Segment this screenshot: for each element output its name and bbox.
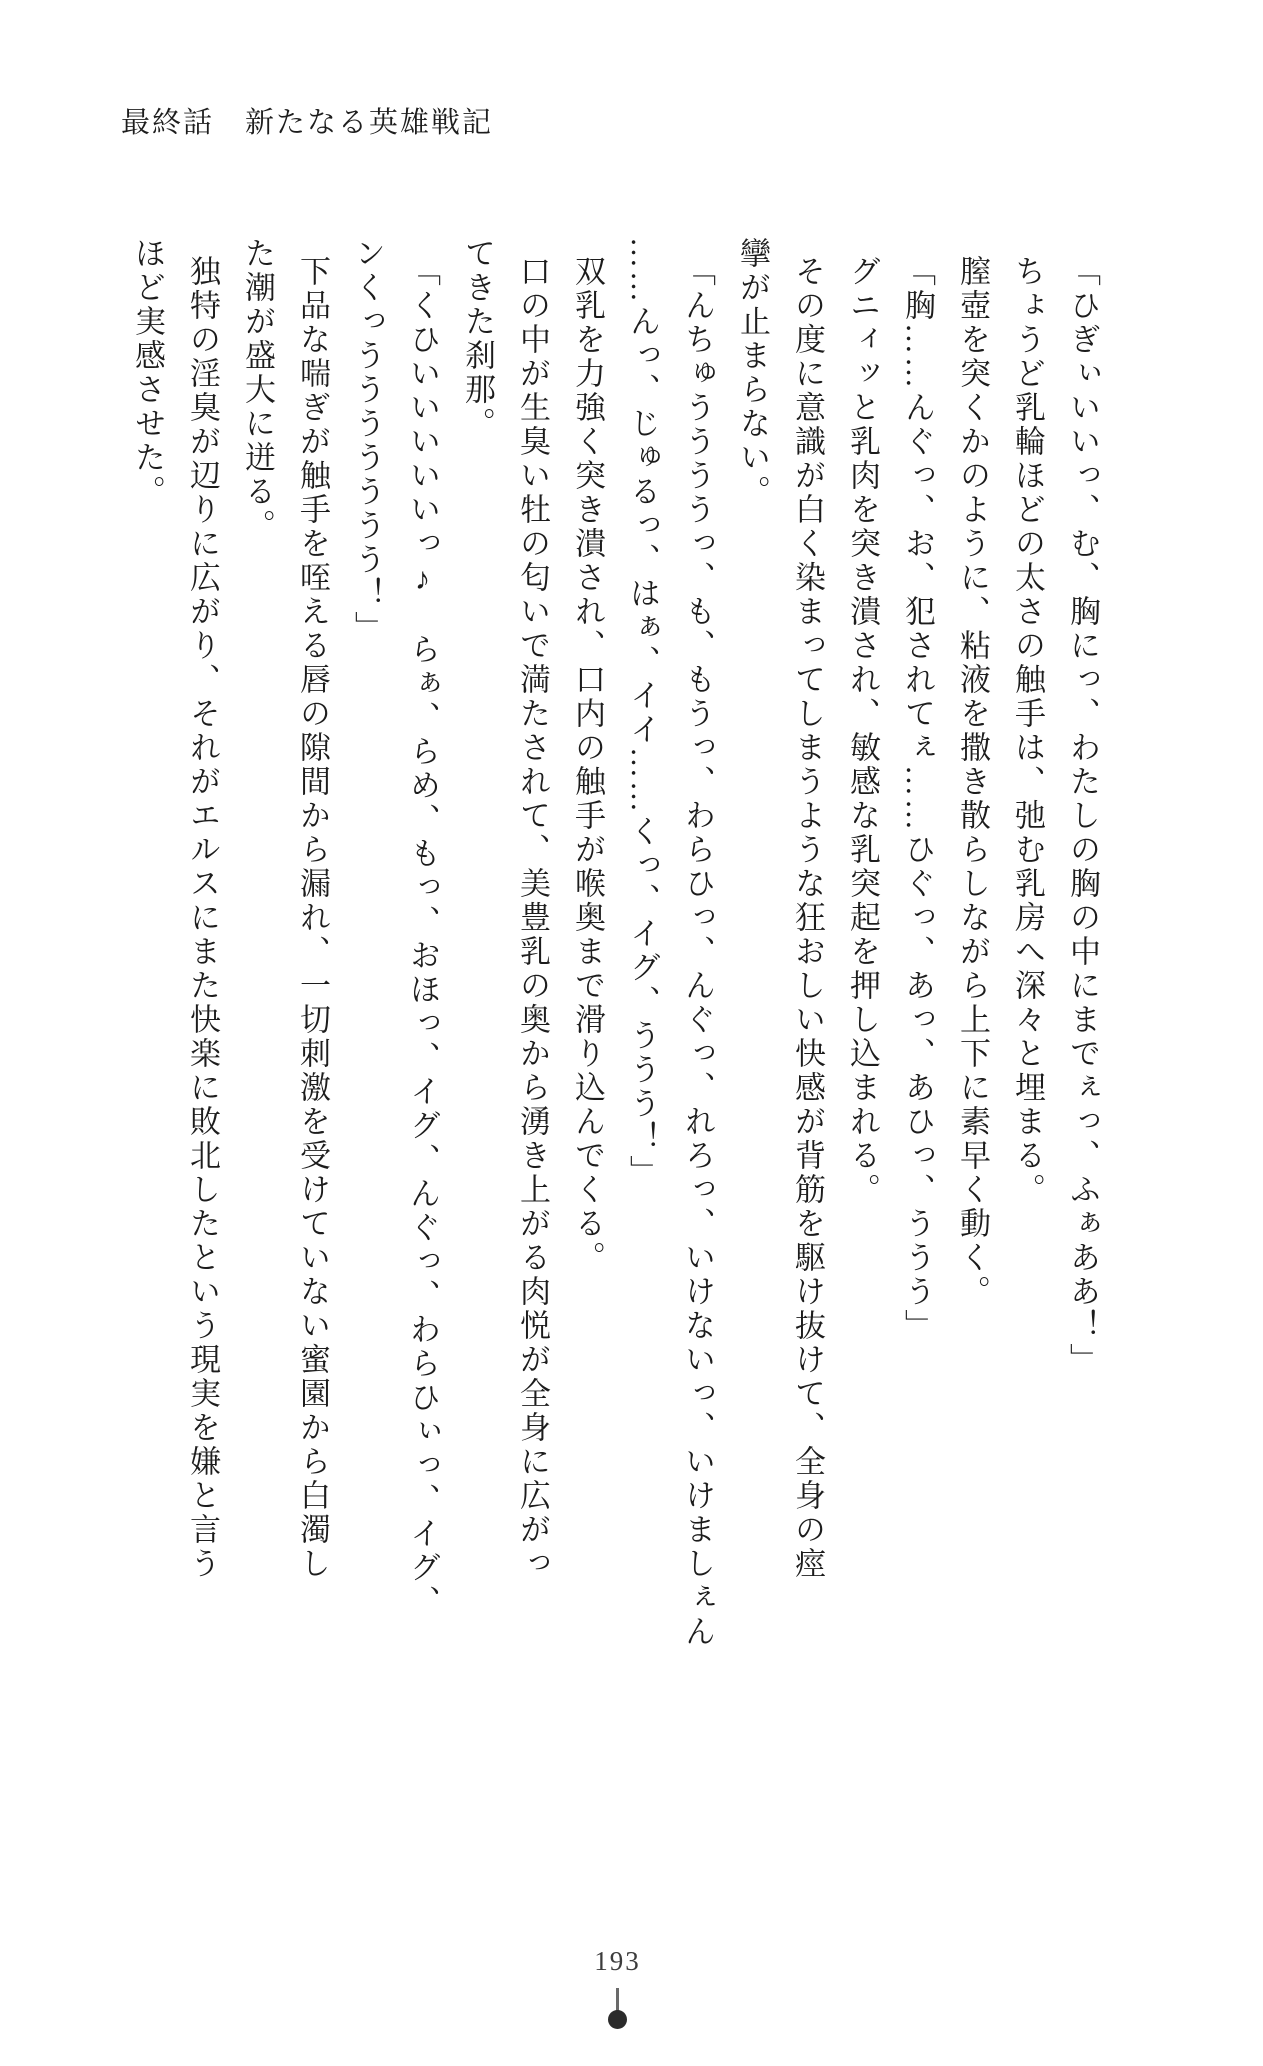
pin-ornament xyxy=(605,1988,631,2038)
pin-line-icon xyxy=(616,1988,619,2012)
text-line: 「くひいいいいいっ♪ らぁ、らめ、もっ、おほっ、イグ、んぐっ、わらひぃっ、イグ、 xyxy=(405,255,440,1619)
text-line: ちょうど乳輪ほどの太さの触手は、弛む乳房へ深々と埋まる。 xyxy=(1010,255,1045,1207)
text-line: 双乳を力強く突き潰され、口内の触手が喉奥まで滑り込んでくる。 xyxy=(570,255,605,1275)
text-line: 「ひぎぃいいっ、む、胸にっ、わたしの胸の中にまでぇっ、ふぁああ！」 xyxy=(1065,255,1100,1377)
body-text xyxy=(120,237,1110,1677)
chapter-title: 最終話 新たなる英雄戦記 xyxy=(121,107,494,139)
text-line: 独特の淫臭が辺りに広がり、それがエルスにまた快楽に敗北したという現実を嫌と言う xyxy=(185,255,220,1581)
text-line: 攣が止まらない。 xyxy=(735,237,770,509)
text-line: た潮が盛大に迸る。 xyxy=(240,237,275,543)
text-line: 下品な喘ぎが触手を咥える唇の隙間から漏れ、一切刺激を受けていない蜜園から白濁し xyxy=(295,255,330,1581)
text-line: ほど実感させた。 xyxy=(130,237,165,509)
text-line: その度に意識が白く染まってしまうような狂おしい快感が背筋を駆け抜けて、全身の痙 xyxy=(790,255,825,1581)
pin-dot-icon xyxy=(608,2010,627,2029)
text-line: 膣壺を突くかのように、粘液を撒き散らしながら上下に素早く動く。 xyxy=(955,255,990,1309)
text-line: 「胸……んぐっ、お、犯されてぇ……ひぐっ、あっ、あひっ、ううう」 xyxy=(900,255,935,1343)
text-line: ンくっううううううう！」 xyxy=(350,237,385,645)
text-line: てきた刹那。 xyxy=(460,237,495,441)
text-line: グニィッと乳肉を突き潰され、敏感な乳突起を押し込まれる。 xyxy=(845,255,880,1207)
text-line: ……んっ、じゅるっ、はぁ、イイ……くっ、イグ、ううう！」 xyxy=(625,237,660,1189)
text-line: 「んちゅううううっ、も、もうっ、わらひっ、んぐっ、れろっ、いけないっ、いけましぇん xyxy=(680,255,715,1649)
text-line: 口の中が生臭い牡の匂いで満たされて、美豊乳の奥から湧き上がる肉悦が全身に広がっ xyxy=(515,255,550,1581)
page-number: 193 xyxy=(594,1946,641,1976)
